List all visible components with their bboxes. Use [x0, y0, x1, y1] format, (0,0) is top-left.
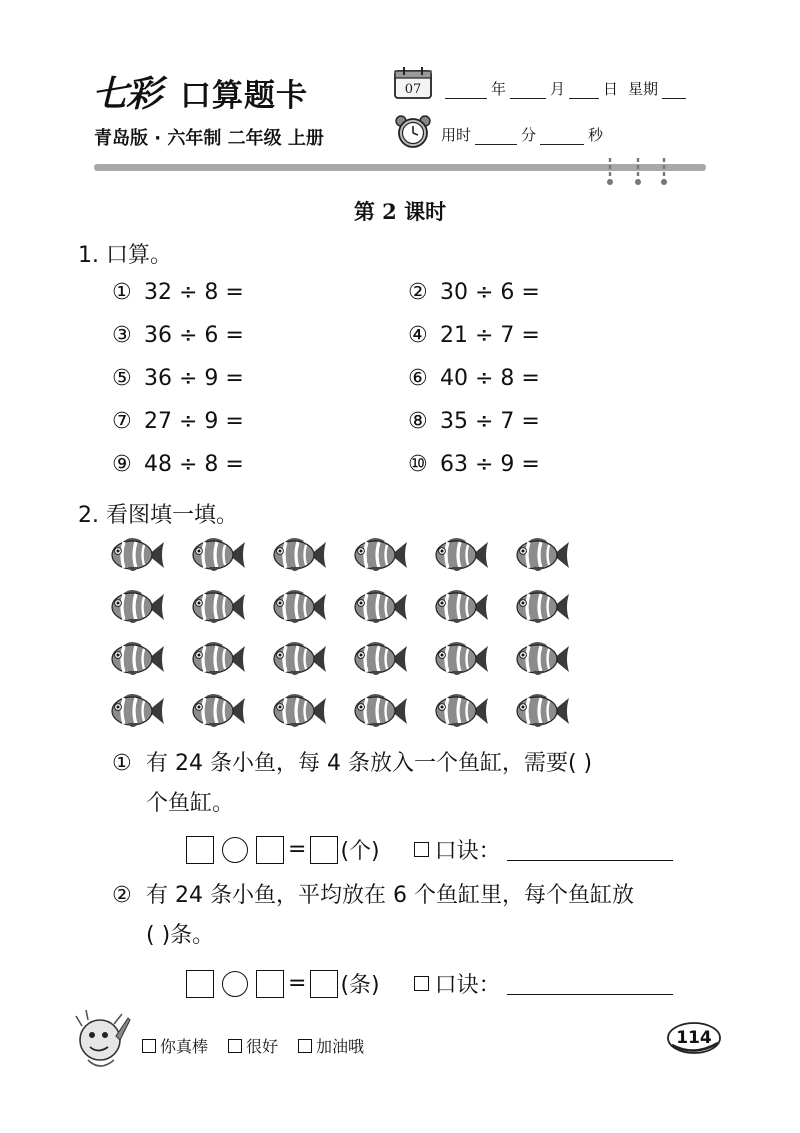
- month-label: 月: [550, 80, 566, 98]
- question-text-line1: 有 24 条小鱼，每 4 条放入一个鱼缸，需要( ): [146, 751, 593, 776]
- weekday-blank[interactable]: [662, 82, 686, 99]
- kou-square-icon: [414, 842, 429, 857]
- clownfish-icon: [513, 534, 571, 576]
- mnemonic-label: 口诀：: [434, 839, 501, 864]
- item-number: ③: [112, 323, 132, 348]
- rating-label: 你真棒: [160, 1037, 209, 1056]
- operator-circle[interactable]: [222, 837, 248, 863]
- calc-item: [112, 323, 244, 348]
- mnemonic-input[interactable]: [507, 838, 673, 861]
- calendar-icon: [393, 66, 433, 100]
- date-fill-line: [441, 78, 690, 99]
- question-2-2: [112, 876, 732, 956]
- second-label: 秒: [588, 126, 604, 144]
- mnemonic-label: 口诀：: [434, 973, 501, 998]
- mnemonic-field: [414, 834, 673, 865]
- clownfish-icon: [351, 586, 409, 628]
- edition-label: 青岛版 · 六年制 二年级 上册: [94, 128, 324, 149]
- question-number: ①: [112, 751, 132, 776]
- item-number: ⑨: [112, 452, 132, 477]
- question-text-line1: 有 24 条小鱼，平均放在 6 个鱼缸里，每个鱼缸放: [146, 883, 634, 908]
- calc-item: [112, 409, 244, 434]
- clownfish-icon: [270, 690, 328, 732]
- item-expression: 27 ÷ 9 =: [144, 409, 244, 434]
- item-expression: 30 ÷ 6 =: [440, 280, 540, 305]
- mascot-icon: [70, 1006, 134, 1072]
- answer-box[interactable]: [310, 836, 338, 864]
- second-blank[interactable]: [540, 128, 584, 145]
- month-blank[interactable]: [510, 82, 546, 99]
- checkbox-icon[interactable]: [298, 1039, 312, 1053]
- alarm-clock-icon: [393, 114, 433, 150]
- calc-item: [408, 280, 540, 305]
- rating-label: 很好: [246, 1037, 279, 1056]
- rating-label: 加油哦: [316, 1037, 365, 1056]
- answer-box[interactable]: [186, 970, 214, 998]
- clownfish-icon: [270, 534, 328, 576]
- clownfish-icon: [513, 586, 571, 628]
- question-2-1: [112, 744, 732, 824]
- item-number: ④: [408, 323, 428, 348]
- section2-heading: 2. 看图填一填。: [78, 503, 238, 528]
- time-used-label: 用时: [441, 126, 472, 144]
- clownfish-icon: [108, 586, 166, 628]
- unit-label: (个): [340, 839, 380, 864]
- item-expression: 36 ÷ 6 =: [144, 323, 244, 348]
- clownfish-icon: [432, 586, 490, 628]
- equation-row-1: [186, 834, 673, 865]
- clownfish-icon: [108, 534, 166, 576]
- checkbox-icon[interactable]: [142, 1039, 156, 1053]
- section1-heading: 1. 口算。: [78, 243, 172, 268]
- item-number: ⑧: [408, 409, 428, 434]
- item-number: ⑦: [112, 409, 132, 434]
- item-number: ①: [112, 280, 132, 305]
- clownfish-icon: [351, 690, 409, 732]
- page-number: 114: [676, 1028, 712, 1048]
- answer-box[interactable]: [256, 836, 284, 864]
- clownfish-icon: [513, 638, 571, 680]
- question-number: ②: [112, 883, 132, 908]
- time-fill-line: [441, 124, 603, 145]
- day-blank[interactable]: [569, 82, 599, 99]
- calc-item: [112, 280, 244, 305]
- lesson-title: 第 2 课时: [353, 199, 447, 224]
- brand-title: 口算题卡: [180, 78, 308, 114]
- minute-blank[interactable]: [475, 128, 517, 145]
- brand-qicai: 七彩: [92, 73, 161, 115]
- clownfish-icon: [108, 690, 166, 732]
- answer-box[interactable]: [310, 970, 338, 998]
- clownfish-icon: [189, 690, 247, 732]
- answer-box[interactable]: [186, 836, 214, 864]
- question-text-line2: ( )条。: [146, 923, 215, 948]
- clownfish-icon: [189, 586, 247, 628]
- calc-item: [408, 452, 540, 477]
- clownfish-icon: [432, 534, 490, 576]
- question-text-line2: 个鱼缸。: [146, 791, 235, 816]
- equals-sign: =: [288, 837, 307, 862]
- mnemonic-field: [414, 968, 673, 999]
- item-expression: 48 ÷ 8 =: [144, 452, 244, 477]
- year-blank[interactable]: [445, 82, 487, 99]
- mnemonic-input[interactable]: [507, 972, 673, 995]
- operator-circle[interactable]: [222, 971, 248, 997]
- clownfish-icon: [432, 690, 490, 732]
- item-expression: 40 ÷ 8 =: [440, 366, 540, 391]
- equation-row-2: [186, 968, 673, 999]
- clownfish-icon: [270, 586, 328, 628]
- clownfish-icon: [270, 638, 328, 680]
- item-number: ⑩: [408, 452, 428, 477]
- calc-item: [408, 323, 540, 348]
- item-expression: 36 ÷ 9 =: [144, 366, 244, 391]
- calc-item: [408, 366, 540, 391]
- calc-item: [112, 366, 244, 391]
- checkbox-icon[interactable]: [228, 1039, 242, 1053]
- clownfish-icon: [351, 534, 409, 576]
- clownfish-icon: [351, 638, 409, 680]
- clownfish-icon: [108, 638, 166, 680]
- answer-box[interactable]: [256, 970, 284, 998]
- item-number: ⑥: [408, 366, 428, 391]
- item-expression: 21 ÷ 7 =: [440, 323, 540, 348]
- minute-label: 分: [521, 126, 537, 144]
- item-expression: 35 ÷ 7 =: [440, 409, 540, 434]
- kou-square-icon: [414, 976, 429, 991]
- clownfish-icon: [432, 638, 490, 680]
- item-expression: 32 ÷ 8 =: [144, 280, 244, 305]
- unit-label: (条): [340, 973, 380, 998]
- day-label: 日: [603, 80, 619, 98]
- calc-item: [112, 452, 244, 477]
- year-label: 年: [491, 80, 507, 98]
- equals-sign: =: [288, 971, 307, 996]
- rating-option[interactable]: [142, 1034, 208, 1057]
- item-number: ②: [408, 280, 428, 305]
- binder-rings-icon: [600, 156, 680, 186]
- calc-item: [408, 409, 540, 434]
- self-rating: [142, 1034, 384, 1057]
- item-expression: 63 ÷ 9 =: [440, 452, 540, 477]
- fish-picture: [108, 534, 578, 734]
- rating-option[interactable]: [228, 1034, 278, 1057]
- clownfish-icon: [189, 638, 247, 680]
- calendar-day: 07: [404, 82, 422, 97]
- weekday-label: 星期: [628, 80, 659, 98]
- clownfish-icon: [189, 534, 247, 576]
- item-number: ⑤: [112, 366, 132, 391]
- clownfish-icon: [513, 690, 571, 732]
- rating-option[interactable]: [298, 1034, 364, 1057]
- brand-logo: [92, 62, 392, 122]
